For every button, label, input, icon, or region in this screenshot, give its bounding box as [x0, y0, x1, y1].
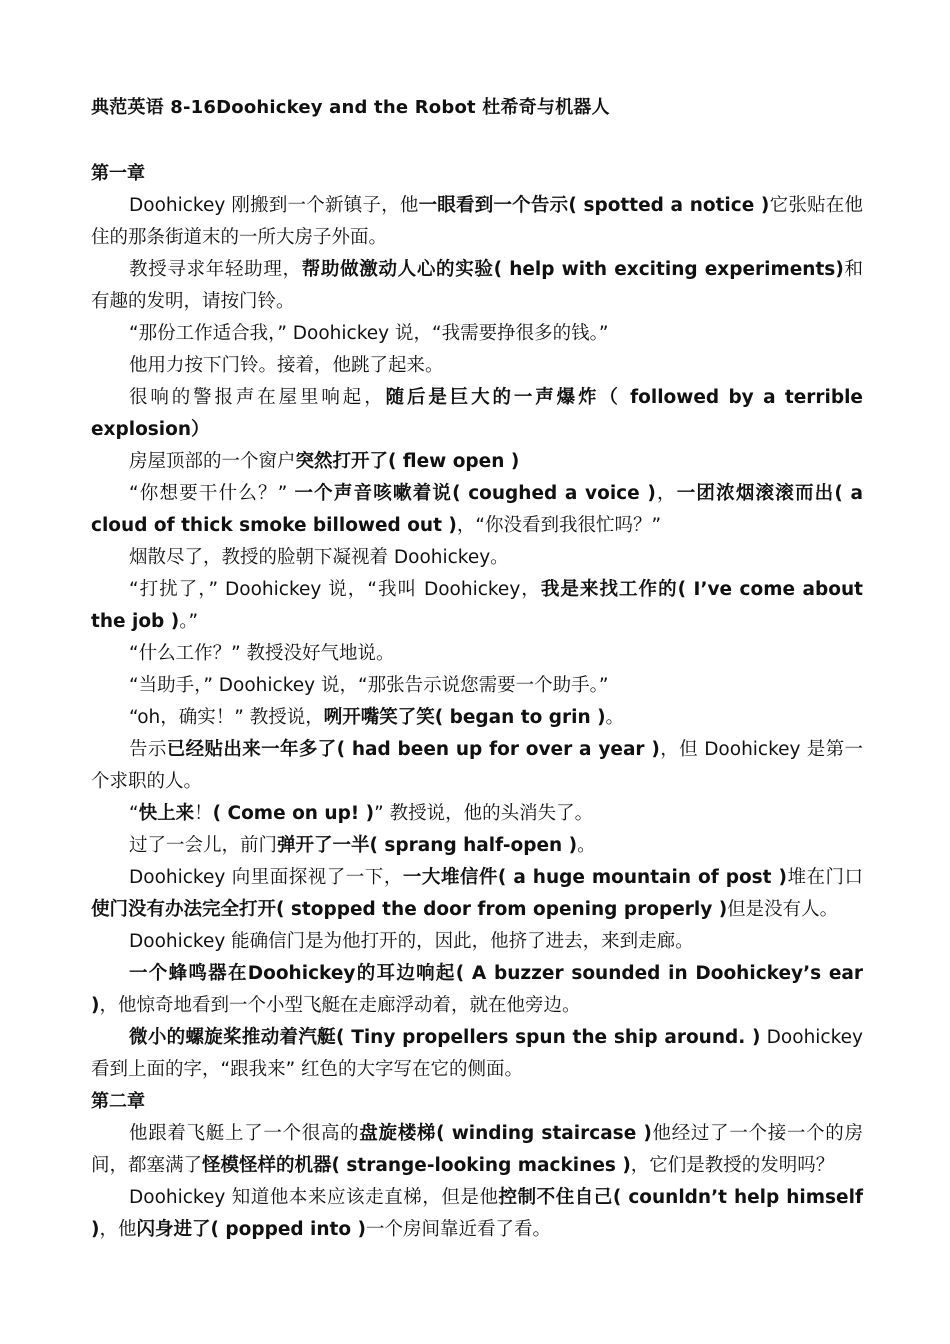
chapter-1-heading: 第一章 [91, 163, 145, 184]
text-segment: “当助手，” Doohickey 说，“那张告示说您需要一个助手。” [129, 675, 609, 696]
paragraph [91, 382, 863, 446]
paragraph [91, 446, 863, 478]
text-segment: Doohickey 能确信门是为他打开的，因此，他挤了进去，来到走廊。 [129, 931, 694, 952]
paragraph [91, 862, 863, 926]
bold-phrase: 盘旋楼梯( winding staircase ) [359, 1123, 652, 1144]
bold-phrase: 我是来找工作的( I’ve come about the job ) [91, 579, 863, 632]
paragraph [91, 350, 863, 382]
text-segment: Doohickey 看到上面的字，“跟我来” 红色的大字写在它的侧面。 [91, 1027, 863, 1080]
paragraph [91, 734, 863, 798]
text-segment: Doohickey 向里面探视了一下， [129, 867, 403, 888]
text-segment: ， [655, 483, 677, 504]
bold-phrase: 一大堆信件( a huge mountain of post ) [402, 867, 787, 888]
text-segment: ，它们是教授的发明吗？ [630, 1155, 835, 1176]
text-segment: 他跟着飞艇上了一个很高的 [129, 1123, 360, 1144]
bold-phrase: 控制不住自己( counldn’t help himself ) [91, 1187, 863, 1240]
text-segment: 。 [605, 707, 625, 728]
document-page [91, 94, 863, 1246]
bold-phrase: 弹开了一半( sprang half-open ) [277, 835, 578, 856]
paragraph [91, 1182, 863, 1246]
text-segment: 和有趣的发明，请按门铃。 [91, 259, 863, 312]
paragraph [91, 1022, 863, 1086]
bold-phrase: 咧开嘴笑了笑( began to grin ) [323, 707, 606, 728]
text-segment: 很响的警报声在屋里响起， [129, 387, 386, 408]
text-segment: 过了一会儿，前门 [129, 835, 278, 856]
text-segment: 一个房间靠近看了看。 [366, 1219, 552, 1240]
paragraph [91, 798, 863, 830]
text-segment: “什么工作？” 教授没好气地说。 [129, 643, 395, 664]
paragraph [91, 542, 863, 574]
bold-phrase: 一团浓烟滚滚而出( a cloud of thick smoke billowed out ) [91, 483, 863, 536]
text-segment: 他用力按下门铃。接着，他跳了起来。 [129, 355, 444, 376]
bold-phrase: 一眼看到一个告示( spotted a notice ) [418, 195, 770, 216]
bold-phrase: 微小的螺旋桨推动着汽艇( Tiny propellers spun the ship around. ) [129, 1027, 761, 1048]
chapter-2-body [91, 1118, 863, 1246]
paragraph [91, 574, 863, 638]
paragraph [91, 670, 863, 702]
text-segment: ” 教授说，他的头消失了。 [374, 803, 594, 824]
paragraph [91, 478, 863, 542]
paragraph [91, 1118, 863, 1182]
paragraph [91, 254, 863, 318]
paragraph [91, 638, 863, 670]
text-segment: “打扰了，” Doohickey 说，“我叫 Doohickey， [129, 579, 541, 600]
text-segment: 告示 [129, 739, 167, 760]
text-segment: ！ [194, 803, 213, 824]
text-segment: “oh，确实！” 教授说， [129, 707, 324, 728]
text-segment: 但是没有人。 [727, 899, 839, 920]
text-segment: 烟散尽了，教授的脸朝下凝视着 Doohickey。 [129, 547, 509, 568]
bold-phrase: 快上来 [138, 803, 195, 824]
text-segment: ，他惊奇地看到一个小型飞艇在走廊浮动着，就在他旁边。 [99, 995, 581, 1016]
paragraph [91, 958, 863, 1022]
text-segment: 。” [179, 611, 199, 632]
bold-phrase: 帮助做激动人心的实验( help with exciting experiments) [301, 259, 844, 280]
text-segment: ，但 Doohickey 是第一个求职的人。 [91, 739, 863, 792]
bold-phrase: 一个蜂鸣器在Doohickey的耳边响起( A buzzer sounded in Doohickey’s ear ) [91, 963, 863, 1016]
text-segment: “ [129, 803, 139, 824]
chapter-2-heading: 第二章 [91, 1091, 145, 1112]
text-segment: “那份工作适合我，” Doohickey 说，“我需要挣很多的钱。” [129, 323, 609, 344]
paragraph [91, 830, 863, 862]
bold-phrase: 怪模怪样的机器( strange-looking mackines ) [202, 1155, 631, 1176]
paragraph [91, 190, 863, 254]
bold-phrase: 随后是巨大的一声爆炸（ followed by a terrible explosion） [91, 387, 863, 440]
paragraph [91, 318, 863, 350]
bold-phrase: 突然打开了( flew open ) [295, 451, 520, 472]
text-segment: 。 [577, 835, 596, 856]
chapter-1-body [91, 190, 863, 1086]
text-segment: ，他 [99, 1219, 137, 1240]
paragraph [91, 926, 863, 958]
bold-phrase: 已经贴出来一年多了( had been up for over a year ) [166, 739, 660, 760]
text-segment: Doohickey 刚搬到一个新镇子，他 [129, 195, 419, 216]
bold-phrase: 一个声音咳嗽着说( coughed a voice ) [294, 483, 656, 504]
text-segment: 教授寻求年轻助理， [129, 259, 302, 280]
bold-phrase: 使门没有办法完全打开( stopped the door from opening properly ) [91, 899, 728, 920]
bold-phrase: ( Come on up! ) [212, 803, 375, 824]
document-title: 典范英语 8-16Doohickey and the Robot 杜希奇与机器人 [91, 97, 610, 118]
text-segment: 它张贴在他住的那条街道末的一所大房子外面。 [91, 195, 863, 248]
text-segment: “你想要干什么？” [129, 483, 295, 504]
paragraph [91, 702, 863, 734]
text-segment: Doohickey 知道他本来应该走直梯，但是他 [129, 1187, 499, 1208]
text-segment: ，“你没看到我很忙吗？” [456, 515, 662, 536]
bold-phrase: 闪身进了( popped into ) [136, 1219, 367, 1240]
text-segment: 堆在门口 [786, 867, 863, 888]
text-segment: 他经过了一个接一个的房间，都塞满了 [91, 1123, 863, 1176]
text-segment: 房屋顶部的一个窗户 [129, 451, 296, 472]
